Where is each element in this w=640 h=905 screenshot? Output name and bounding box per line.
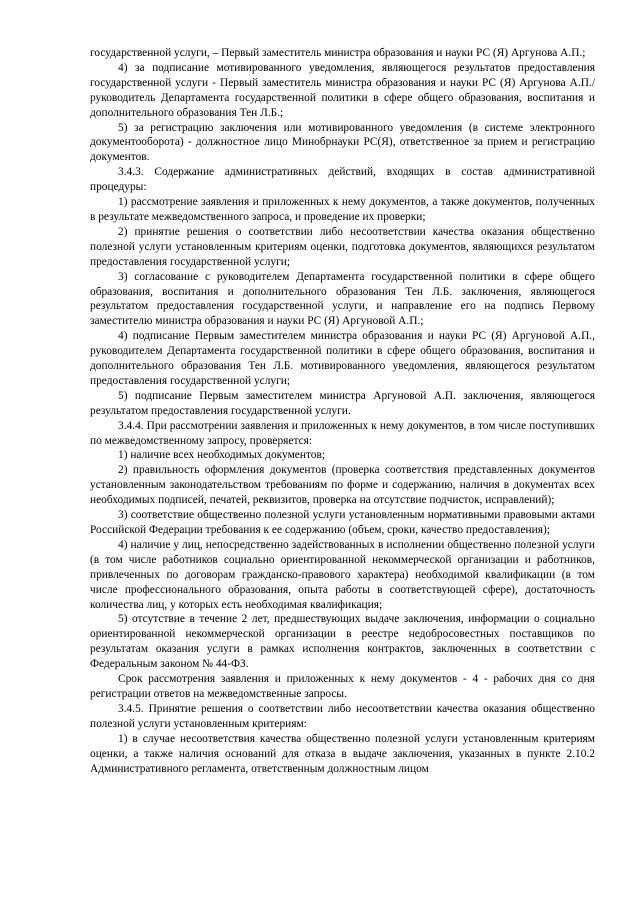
paragraph-item-4-signing-notice: 4) за подписание мотивированного уведомления, являющегося результатов предоставления государственной услуги - Первый заместитель министра образования и науки РС (Я) Аргунова А.П./ руководитель Департамента государственной политики в сфере общего образования, воспитания и дополнительного образования Тен Л.Б.; <box>90 61 595 119</box>
paragraph-section-3-4-3: 3.4.3. Содержание административных действий, входящих в состав административной процедуры: <box>90 166 595 194</box>
paragraph-review-term: Срок рассмотрения заявления и приложенных к нему документов - 4 - рабочих дня со дня регистрации ответов на межведомственные запросы. <box>90 673 595 700</box>
paragraph-continuation: государственной услуги, – Первый заместитель министра образования и науки РС (Я) Аргунова А.П.; <box>90 47 586 59</box>
paragraph-check-2: 2) правильность оформления документов (проверка соответствия представленных документов установленным законодательством требованиям по форме и содержанию, наличия в документах всех необходимых подписей, печатей, реквизитов, проверка на отсутствие подчисток, исправлений); <box>90 464 595 507</box>
paragraph-check-1: 1) наличие всех необходимых документов; <box>118 449 326 462</box>
paragraph-action-1: 1) рассмотрение заявления и приложенных к нему документов, а также документов, полученных в результате межведомственного запроса, и проведение их проверки; <box>90 196 595 223</box>
paragraph-check-4: 4) наличие у лиц, непосредственно задействованных в исполнении общественно полезной услуги (в том числе работников социально ориентированной некоммерческой организации и работников, привлеченных по договорам гражданско-правового характера) необходимой квалификации (в том числе профессионального образования, опыта работы в соответствующей сфере), достаточность количества лиц, у которых есть необходимая квалификация; <box>90 538 595 611</box>
paragraph-section-3-4-5: 3.4.5. Принятие решения о соответствии либо несоответствии качества оказания общественно полезной услуги установленным критериям: <box>90 702 595 730</box>
paragraph-item-5-registration: 5) за регистрацию заключения или мотивированного уведомления (в системе электронного документооборота) - должностное лицо Минобрнауки РС(Я), ответственное за прием и регистрацию документов. <box>90 121 595 164</box>
paragraph-check-5: 5) отсутствие в течение 2 лет, предшествующих выдаче заключения, информации о социально ориентированной некоммерческой организации в реестре недобросовестных поставщиков по результатам оказания услуги в рамках исполнения контрактов, заключенных в соответствии с Федеральным законом № 44-ФЗ. <box>90 613 595 671</box>
paragraph-decision-1: 1) в случае несоответствия качества общественно полезной услуги установленным критериям оценки, а также наличия оснований для отказа в выдаче заключения, указанных в пункте 2.10.2 Административного регламента, ответственным должностным лицом <box>90 732 595 775</box>
paragraph-action-3: 3) согласование с руководителем Департамента государственной политики в сфере общего образования, воспитания и дополнительного образования Тен Л.Б. заключения, являющегося результатом предоставления государственной услуги, и направление его на подпись Первому заместителю министра образования и науки РС (Я) Аргуновой А.П.; <box>90 270 595 328</box>
paragraph-action-5: 5) подписание Первым заместителем министра Аргуновой А.П. заключения, являющегося результатом предоставления государственной услуги. <box>90 389 595 417</box>
paragraph-action-2: 2) принятие решения о соответствии либо несоответствии качества оказания общественно полезной услуги установленным критериям оценки, подготовка документов, являющихся результатом предоставления государственной услуги; <box>90 225 595 268</box>
paragraph-section-3-4-4: 3.4.4. При рассмотрении заявления и приложенных к нему документов, в том числе поступивших по межведомственному запросу, проверяется: <box>90 419 595 447</box>
paragraph-check-3: 3) соответствие общественно полезной услуги установленным нормативными правовыми актами Российской Федерации требования к ее содержанию (объем, сроки, качество предоставления); <box>90 509 595 536</box>
document-page <box>90 46 595 776</box>
paragraph-action-4: 4) подписание Первым заместителем министра образования и науки РС (Я) Аргуновой А.П., руководителем Департамента государственной политики в сфере общего образования, воспитания и дополнительного образования Тен Л.Б. мотивированного уведомления, являющегося результатом предоставления государственной услуги; <box>90 330 595 387</box>
